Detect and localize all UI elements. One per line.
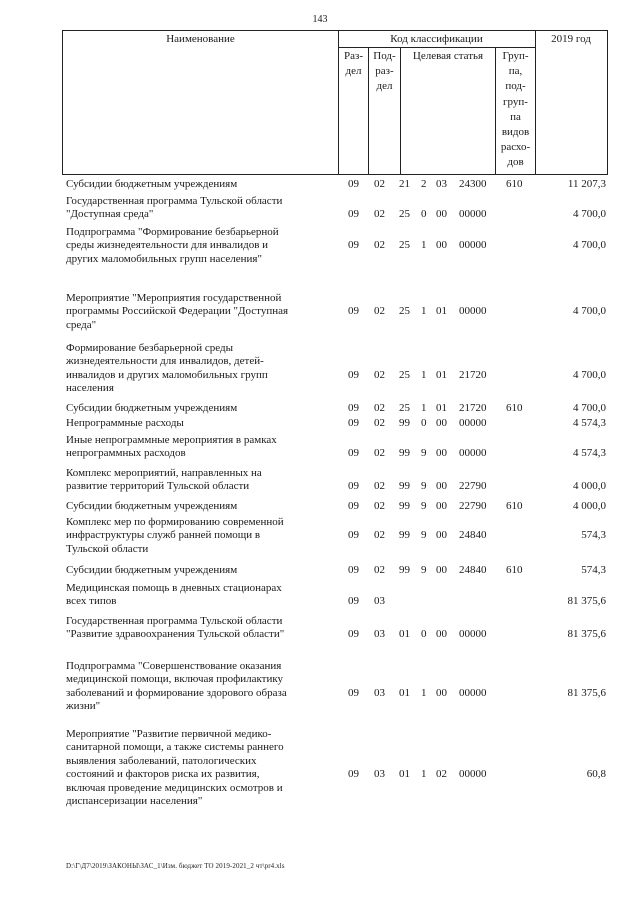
code-t3: 02 <box>436 768 447 781</box>
row-name-line: диспансеризации населения" <box>66 795 203 808</box>
header-section: Раз- дел <box>343 50 363 78</box>
code-t1: 25 <box>399 402 410 414</box>
code-t2: 0 <box>421 208 427 221</box>
file-path-footer: D:\Г\Д7\2019\ЗАКОНЫ\ЗАС_1\Изм. бюджет ТО 2019-2021_2 чт\pr4.xls <box>66 862 285 870</box>
code-r: 09 <box>348 239 359 252</box>
code-p: 02 <box>374 417 385 429</box>
code-p: 02 <box>374 500 385 512</box>
row-name-line: Комплекс мероприятий, направленных на <box>66 467 262 479</box>
code-t3: 00 <box>436 628 447 641</box>
row-name-line: жизнедеятельности для инвалидов, детей- <box>66 355 264 368</box>
row-name <box>66 516 326 556</box>
code-t1: 99 <box>399 480 410 493</box>
code-t3: 00 <box>436 480 447 493</box>
code-p: 02 <box>374 402 385 414</box>
row-name-line: инфраструктуры служб ранней помощи в <box>66 529 261 542</box>
code-p: 03 <box>374 595 385 608</box>
code-r: 09 <box>348 305 359 318</box>
code-t4: 24840 <box>459 529 487 542</box>
code-t2: 1 <box>421 768 427 781</box>
code-p: 02 <box>374 305 385 318</box>
row-amount: 81 375,6 <box>567 628 606 641</box>
code-r: 09 <box>348 595 359 608</box>
code-t1: 99 <box>399 417 410 429</box>
code-p: 03 <box>374 768 385 781</box>
row-name-line: Субсидии бюджетным учреждениям <box>66 178 238 190</box>
row-name <box>66 342 326 396</box>
page-number: 143 <box>312 14 328 25</box>
row-amount: 4 700,0 <box>573 368 606 381</box>
code-v: 610 <box>506 178 523 190</box>
code-p: 02 <box>374 480 385 493</box>
row-name-line: Подпрограмма "Совершенствование оказания <box>66 660 282 672</box>
code-t2: 0 <box>421 628 427 641</box>
row-amount: 11 207,3 <box>567 178 606 190</box>
row-name-line: включая проведение медицинских осмотров и <box>66 781 283 794</box>
code-t2: 1 <box>421 402 427 414</box>
code-t1: 99 <box>399 500 410 512</box>
row-name <box>66 467 326 494</box>
code-t2: 1 <box>421 686 427 699</box>
row-name-line: Мероприятие "Развитие первичной медико- <box>66 728 272 740</box>
row-name <box>66 728 326 808</box>
code-p: 02 <box>374 529 385 542</box>
row-amount: 4 574,3 <box>573 417 606 429</box>
code-r: 09 <box>348 480 359 493</box>
row-name-line: состояний и факторов риска их развития, <box>66 768 260 781</box>
code-t2: 2 <box>421 178 427 190</box>
row-name-line: Субсидии бюджетным учреждениям <box>66 500 238 512</box>
row-name <box>66 500 326 513</box>
row-amount: 574,3 <box>581 529 606 542</box>
code-t2: 1 <box>421 305 427 318</box>
row-name <box>66 660 326 714</box>
header-year: 2019 год <box>551 33 591 45</box>
code-t4: 22790 <box>459 480 487 493</box>
row-name <box>66 564 326 577</box>
row-name-line: среды жизнедеятельности для инвалидов и <box>66 239 269 252</box>
row-name <box>66 434 326 461</box>
code-r: 09 <box>348 368 359 381</box>
code-t4: 00000 <box>459 208 487 221</box>
header-code: Код классификации <box>390 33 483 45</box>
row-name-line: Подпрограмма "Формирование безбарьерной <box>66 226 279 238</box>
code-v: 610 <box>506 402 523 414</box>
header-divider <box>400 47 401 174</box>
code-t1: 99 <box>399 529 410 542</box>
code-r: 09 <box>348 208 359 221</box>
code-r: 09 <box>348 500 359 512</box>
row-name-line: развитие территорий Тульской области <box>66 480 250 493</box>
row-name-line: Тульской области <box>66 542 149 555</box>
row-name-line: жизни" <box>66 700 101 713</box>
code-t3: 00 <box>436 208 447 221</box>
row-name-line: Субсидии бюджетным учреждениям <box>66 564 238 576</box>
row-amount: 4 574,3 <box>573 447 606 460</box>
row-name-line: Государственная программа Тульской области <box>66 195 283 207</box>
code-t2: 9 <box>421 564 427 576</box>
row-name <box>66 417 326 430</box>
code-r: 09 <box>348 417 359 429</box>
header-target-article: Целевая статья <box>412 50 484 62</box>
code-t2: 1 <box>421 239 427 252</box>
code-p: 02 <box>374 239 385 252</box>
code-t1: 25 <box>399 305 410 318</box>
code-r: 09 <box>348 564 359 576</box>
code-p: 03 <box>374 628 385 641</box>
row-name-line: санитарной помощи, а также системы раннего <box>66 741 284 754</box>
row-name-line: Мероприятие "Мероприятия государственной <box>66 292 282 304</box>
code-p: 02 <box>374 178 385 190</box>
row-name-line: Медицинская помощь в дневных стационарах <box>66 582 282 594</box>
row-name-line: выявления заболеваний, патологических <box>66 754 257 767</box>
code-p: 03 <box>374 686 385 699</box>
code-r: 09 <box>348 447 359 460</box>
row-name-line: населения <box>66 382 114 395</box>
row-name-line: Иные непрограммные мероприятия в рамках <box>66 434 277 446</box>
code-t3: 01 <box>436 368 447 381</box>
row-name-line: программы Российской Федерации "Доступная <box>66 305 289 318</box>
table-header <box>62 30 608 175</box>
row-name-line: медицинской помощи, включая профилактику <box>66 673 284 686</box>
header-expense-group: Груп- па, под- груп- па видов расхо- дов <box>500 50 531 169</box>
code-t3: 00 <box>436 447 447 460</box>
row-amount: 60,8 <box>586 768 606 781</box>
code-t4: 21720 <box>459 402 487 414</box>
code-r: 09 <box>348 628 359 641</box>
row-name-line: непрограммных расходов <box>66 447 186 460</box>
header-subsection: Под- раз- дел <box>373 50 396 93</box>
row-name-line: Формирование безбарьерной среды <box>66 342 234 354</box>
code-r: 09 <box>348 686 359 699</box>
code-t1: 25 <box>399 239 410 252</box>
code-t3: 00 <box>436 239 447 252</box>
code-t1: 21 <box>399 178 410 190</box>
code-t4: 00000 <box>459 305 487 318</box>
code-t4: 24840 <box>459 564 487 576</box>
row-name-line: заболеваний и формирование здорового образа <box>66 686 287 699</box>
code-p: 02 <box>374 368 385 381</box>
code-t1: 01 <box>399 686 410 699</box>
row-amount: 4 700,0 <box>573 239 606 252</box>
code-t2: 9 <box>421 529 427 542</box>
code-t3: 01 <box>436 305 447 318</box>
row-amount: 574,3 <box>581 564 606 576</box>
code-r: 09 <box>348 529 359 542</box>
row-name <box>66 226 326 266</box>
code-p: 02 <box>374 208 385 221</box>
code-t4: 24300 <box>459 178 487 190</box>
code-t1: 25 <box>399 208 410 221</box>
row-name-line: других маломобильных групп населения" <box>66 252 262 265</box>
row-name-line: инвалидов и других маломобильных групп <box>66 368 268 381</box>
code-v: 610 <box>506 500 523 512</box>
row-name <box>66 178 326 191</box>
code-r: 09 <box>348 402 359 414</box>
row-amount: 4 700,0 <box>573 402 606 414</box>
row-name-line: всех типов <box>66 595 117 608</box>
row-name <box>66 582 326 609</box>
code-t3: 00 <box>436 564 447 576</box>
code-t2: 9 <box>421 447 427 460</box>
row-name-line: Субсидии бюджетным учреждениям <box>66 402 238 414</box>
row-name-line: "Доступная среда" <box>66 208 154 221</box>
row-amount: 4 000,0 <box>573 480 606 493</box>
code-t3: 01 <box>436 402 447 414</box>
code-t3: 00 <box>436 500 447 512</box>
row-name <box>66 292 326 332</box>
code-t1: 99 <box>399 447 410 460</box>
row-name <box>66 195 326 222</box>
code-t1: 25 <box>399 368 410 381</box>
code-t4: 21720 <box>459 368 487 381</box>
row-name-line: среда" <box>66 318 97 331</box>
code-t1: 99 <box>399 564 410 576</box>
code-t3: 00 <box>436 686 447 699</box>
code-p: 02 <box>374 447 385 460</box>
row-amount: 4 000,0 <box>573 500 606 512</box>
code-v: 610 <box>506 564 523 576</box>
code-t3: 00 <box>436 417 447 429</box>
row-amount: 81 375,6 <box>567 686 606 699</box>
row-name-line: Непрограммные расходы <box>66 417 184 429</box>
row-amount: 81 375,6 <box>567 595 606 608</box>
row-name <box>66 402 326 415</box>
header-name: Наименование <box>166 33 235 45</box>
code-t4: 00000 <box>459 686 487 699</box>
code-t4: 00000 <box>459 628 487 641</box>
code-t2: 0 <box>421 417 427 429</box>
row-amount: 4 700,0 <box>573 208 606 221</box>
row-name-line: "Развитие здравоохранения Тульской области" <box>66 628 285 641</box>
code-t3: 00 <box>436 529 447 542</box>
header-divider <box>535 31 536 174</box>
code-t3: 03 <box>436 178 447 190</box>
row-name-line: Комплекс мер по формированию современной <box>66 516 284 528</box>
code-r: 09 <box>348 178 359 190</box>
code-t4: 00000 <box>459 768 487 781</box>
row-amount: 4 700,0 <box>573 305 606 318</box>
code-t2: 9 <box>421 500 427 512</box>
code-t4: 00000 <box>459 447 487 460</box>
code-t2: 1 <box>421 368 427 381</box>
code-p: 02 <box>374 564 385 576</box>
code-t4: 00000 <box>459 239 487 252</box>
code-r: 09 <box>348 768 359 781</box>
row-name <box>66 615 326 642</box>
code-t1: 01 <box>399 628 410 641</box>
code-t1: 01 <box>399 768 410 781</box>
code-t2: 9 <box>421 480 427 493</box>
row-name-line: Государственная программа Тульской области <box>66 615 283 627</box>
code-t4: 22790 <box>459 500 487 512</box>
code-t4: 00000 <box>459 417 487 429</box>
